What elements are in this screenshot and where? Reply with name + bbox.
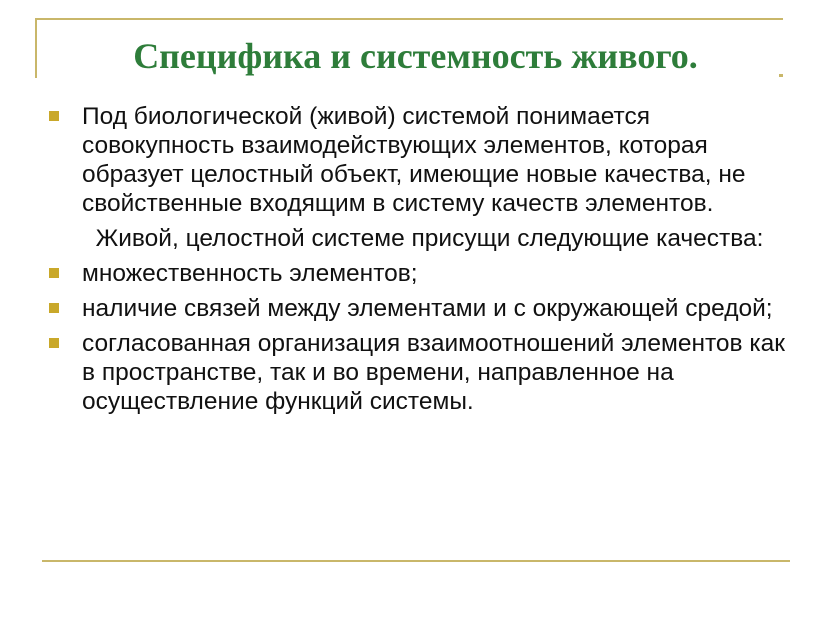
frame-top-line	[35, 18, 783, 20]
bullet-text: согласованная организация взаимоотношений элементов как в пространстве, так и во времени, направленное на осуществление функций системы.	[82, 330, 785, 415]
paragraph-qualities-intro	[48, 224, 788, 253]
bullet-text: множественность элементов;	[82, 260, 418, 287]
bullet-item-definition	[48, 102, 788, 218]
square-bullet-icon	[49, 268, 59, 278]
bullet-text: Под биологической (живой) системой понимается совокупность взаимодействующих элементов, которая образует целостный объект, имеющие новые качества, не свойственные входящим в систему качеств элементов.	[82, 103, 746, 217]
slide-title: Специфика и системность живого.	[133, 36, 698, 76]
square-bullet-icon	[49, 111, 59, 121]
paragraph-text: Живой, целостной системе присущи следующие качества:	[82, 225, 764, 252]
square-bullet-icon	[49, 303, 59, 313]
bullet-text: наличие связей между элементами и с окружающей средой;	[82, 295, 773, 322]
bullet-item-connections	[48, 294, 788, 323]
bullet-item-organization	[48, 329, 788, 416]
bullet-item-multiplicity	[48, 259, 788, 288]
square-bullet-icon	[49, 338, 59, 348]
slide-content	[48, 102, 788, 416]
frame-bottom-line	[42, 560, 790, 562]
